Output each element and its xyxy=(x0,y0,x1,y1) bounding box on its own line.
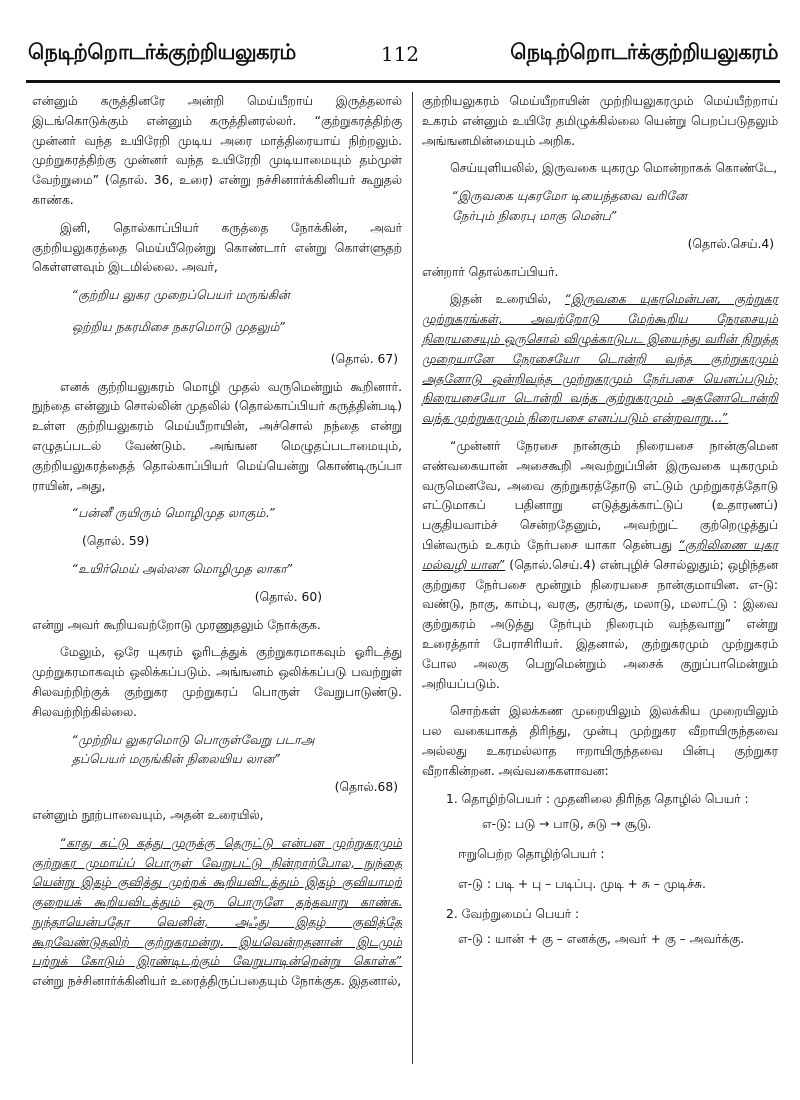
left-paragraph-5: மேலும், ஒரே யுகரம் ஓரிடத்துக் குற்றுகரமாகவும் ஓரிடத்து முற்றுகரமாகவும் ஒலிக்கப்படும். அங்ஙனம் ஒலிக்கப்படு பவற்றுள் சிலவற்றிற்குக் குற்றுகர முற்றுகரப் பொருள் வேறுபாடுண்டு. சிலவற்றிற்கில்லை. xyxy=(32,645,402,719)
right-paragraph-6: சொற்கள் இலக்கண முறையிலும் இலக்கிய முறையிலும் பல வகையாகத் திரிந்து, முன்பு முற்றுகர வீறாயிருந்தவை அல்லது உகரமல்லாத ஈறாயிருந்தவை பின்பு குற்றுகர வீறாகின்றன. அவ்வகைகளாவன: xyxy=(422,704,778,778)
left-paragraph-7 xyxy=(32,834,402,992)
left-paragraph-1: என்னும் கருத்தினரே அன்றி மெய்யீறாய் இருத்தலால் இடங்கொடுக்கும் என்னும் கருத்தினரல்லர். “குற்றுகரத்திற்கு முன்னர் வந்த உயிரேறி முடிய அரை மாத்திரையாய் நிற்றலும். முற்றுகரத்திற்கு முன்னர் வந்த உயிரேறி முடியாமையும் தம்முள் வேற்றுமை” (தொல். 36, உரை) என்று நச்சினார்க்கினியர் கூறுதல் காண்க. xyxy=(32,94,402,207)
list-item-1: 1. தொழிற்பெயர் : முதனிலை திரிந்த தொழில் பெயர் : xyxy=(446,791,749,806)
column-divider xyxy=(412,92,413,1064)
page-number: 112 xyxy=(380,42,420,66)
right-column xyxy=(422,92,778,960)
paragraph-text: இதன் உரையில், xyxy=(450,292,565,307)
left-column xyxy=(32,92,402,1000)
right-paragraph-1: குற்றியலுகரம் மெய்யீறாயின் முற்றியலுகரமும் மெய்யீற்றாய் உகரம் என்னும் உயிரே தமிழுக்கில்லை யென்று பெறப்படுதலும் அங்ஙனமின்மையும் அறிக. xyxy=(422,94,778,148)
left-paragraph-3: எனக் குற்றியலுகரம் மொழி முதல் வருமென்றும் கூறினார். நுந்தை என்னும் சொல்லின் முதலில் (தொல்காப்பியர் கருத்தின்படி) உள்ள குற்றியலுகரம் மெய்யீறாயின், அச்சொல் நந்தை என்று எழுதப்படல் வேண்டும். அங்ஙன மெழுதப்படாமையும், குற்றியலுகரத்தைத் தொல்காப்பியர் மெய்யென்று கொண்டிருப்பா ராயின், அது, xyxy=(32,379,402,493)
verse-line: தப்பெயர் மருங்கின் நிலையிய லான” xyxy=(72,752,281,767)
paragraph-text: (தொல்.செய்.4) என்புழிச் சொல்லுதும்; ஒழிந்தன குற்றுகர நேர்பசை மூன்றும் நிரையசை நான்குமாயின. எ-டு: வண்டு, நாகு, காம்பு, வரகு, குரங்கு, மலாடு, மலாட்டு : இவை குற்றுகரம் அடுத்து நேர்பும் நிரைபும் வந்தவாறு” என்று உரைத்தார் பேராசிரியர். இதனால், குற்றுகரமும் முற்றுகரம் போல அலகு பெறுமென்றும் அசைக் குறுப்பாமென்றும் அறியப்படும். xyxy=(422,557,778,691)
verse-line: “குற்றிய லுகர முறைப்பெயர் மருங்கின் xyxy=(72,288,290,303)
right-paragraph-3: என்றார் தொல்காப்பியர். xyxy=(422,264,559,279)
commentary-quote: “இருவகை யுகரமென்பன, குற்றுகர முற்றுகரங்கள், அவற்றோடு மேற்கூறிய நேரசையும் நிரையசையும் ஒருசொல் விழுக்காடுபட இயைந்து வரின் நிறுத்த முறையானே நேரசையோ டொன்றி வந்த குற்றுகரமும் அதனோடு ஒன்றிவந்த முற்றுகரமும் நேர்பசை யெனப்படும்; நிரையசையோ டொன்றி வந்த குற்றுகரமும் அதனோடொன்றி வந்த முற்றுகரமும் நிரைபசை எனப்படும் என்றவாறு...” xyxy=(422,292,778,426)
inline-quote: “குறிலிணை யுகர மல்வழி யான” xyxy=(422,537,779,572)
list-item-2: 2. வேற்றுமைப் பெயர் : xyxy=(446,906,580,921)
verse-tol-60 xyxy=(72,560,402,580)
verse-line: “உயிர்மெய் அல்லன மொழிமுத லாகா” xyxy=(72,561,294,576)
verse-line: “இருவகை யுகரமோ டியைந்தவை வரினே xyxy=(452,189,687,204)
verse-tol-59 xyxy=(72,504,402,524)
verse-line: “பன்னீ ருயிரும் மொழிமுத லாகும்.” xyxy=(72,506,276,521)
paragraph-text: என்று நச்சினார்க்கினியர் உரைத்திருப்பதையும் நோக்குக. இதனால், xyxy=(32,974,402,989)
left-paragraph-4: என்று அவர் கூறியவற்றோடு முரணுதலும் நோக்குக. xyxy=(32,617,321,632)
verse-tol-sey-4 xyxy=(452,187,778,227)
verse-tol-67 xyxy=(72,286,402,338)
verse-line: “முற்றிய லுகரமொடு பொருள்வேறு படாஅ xyxy=(72,732,315,747)
right-paragraph-2: செய்யுளியலில், இருவகை யுகரமு மொன்றாகக் கொண்டே, xyxy=(450,161,778,176)
verse-reference: (தொல்.68) xyxy=(334,780,398,795)
verse-tol-68 xyxy=(72,731,402,771)
example-line: எ-டு: படு → பாடு, சுடு → சூடு. xyxy=(482,817,652,832)
running-header-left: நெடிற்றொடர்க்குற்றியலுகரம் xyxy=(28,40,296,64)
example-line: எ-டு : யான் + கு – எனக்கு, அவர் + கு – அவர்க்கு. xyxy=(458,932,745,947)
commentary-quote: “காது கட்டு கத்து முருக்கு தெருட்டு என்பன முற்றுகரமும் குற்றுகர முமாய்ப் பொருள் வேறுபட்டு நின்றாற்போல, நுந்தை யென்று இதழ் குவித்து முற்றக் கூறியவிடத்தும் இதழ் குவியாமற் குறையக் கூறியவிடத்தும் ஒரு பொருளே தந்தவாறு காண்க. நுந்தாயென்பதோ வெனின், அஃது இதழ் குவித்தே கூறவேண்டுதலிற் குற்றுகரமன்று. இயவென்றதனான் இடமும் பற்றுக் கோடும் இரண்டிடற்கும் வேறுபாடின்றென்று கொள்க” xyxy=(32,835,402,969)
list-subheading: ஈறுபெற்ற தொழிற்பெயர் : xyxy=(458,847,605,862)
header-rule xyxy=(26,80,780,83)
verse-line: நேர்பும் நிரைபு மாகு மென்ப” xyxy=(452,208,618,223)
example-line: எ-டு : படி + பு – படிப்பு. முடி + சு – முடிச்சு. xyxy=(458,876,706,891)
left-paragraph-2: இனி, தொல்காப்பியர் கருத்தை நோக்கின், அவர் குற்றியலுகரத்தை மெய்யீறென்று கொண்டார் என்று கொள்ளுதற் கெள்ளளவும் இடமில்லை. அவர், xyxy=(32,220,402,275)
verse-reference: (தொல். 67) xyxy=(330,351,398,366)
verse-reference: (தொல். 60) xyxy=(254,589,322,604)
paragraph-text: “முன்னர் நேரசை நான்கும் நிரையசை நான்குமென எண்வகையான் அசைகூறி அவற்றுப்பின் இருவகை யுகரமும் வருமெனவே, அவை குற்றுகரத்தோடு எட்டும் முற்றுகரத்தோடு எட்டுமாகப் பதினாறு எடுத்துக்காட்டுப் (உதாரணப்) பகுதியவாம்ச் சென்றதேனும், அவற்றுட் குற்றெழுத்துப் பின்வரும் உகரம் நேர்பசை யாகா தென்பது xyxy=(422,438,778,552)
right-paragraph-5 xyxy=(422,437,778,694)
left-paragraph-6: என்னும் நூற்பாவையும், அதன் உரையில், xyxy=(32,807,264,822)
verse-line: ஒற்றிய நகரமிசை நகரமொடு முதலும்” xyxy=(72,319,286,334)
right-paragraph-4 xyxy=(422,290,778,429)
running-header-right: நெடிற்றொடர்க்குற்றியலுகரம் xyxy=(510,40,778,64)
verse-reference: (தொல்.செய்.4) xyxy=(687,236,774,251)
verse-reference: (தொல். 59) xyxy=(82,534,150,549)
